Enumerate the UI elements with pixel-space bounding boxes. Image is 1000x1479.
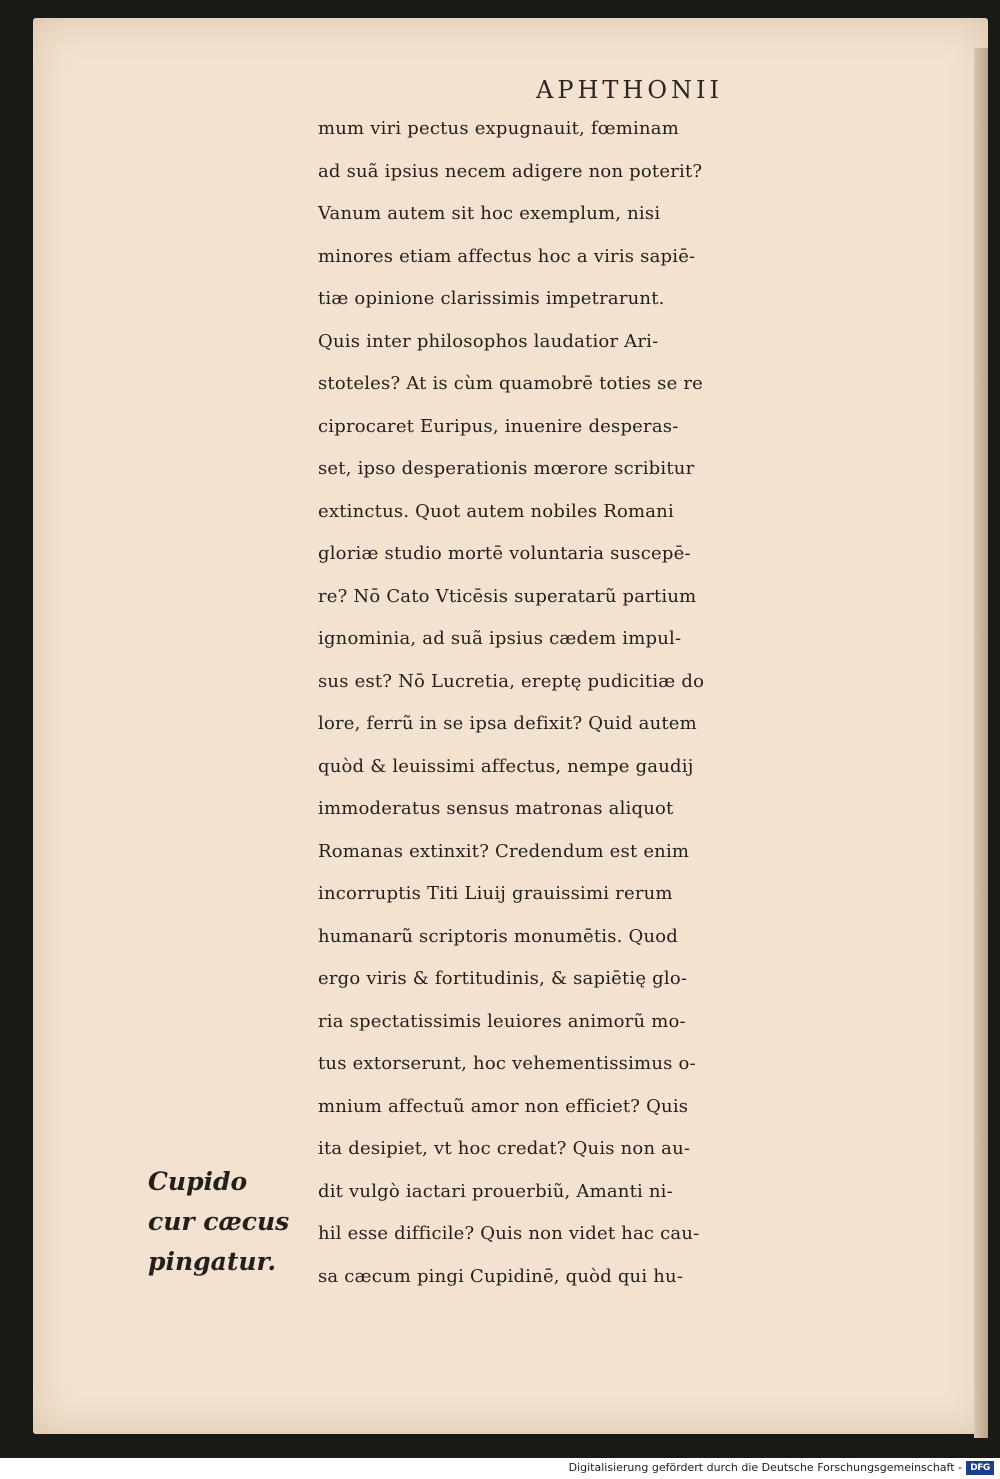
footer-bar (0, 1458, 1000, 1479)
text-line: re? Nō Cato Vticēsis superatarũ partium (318, 585, 697, 607)
text-line: ciprocaret Euripus, inuenire desperas- (318, 415, 679, 437)
margin-note (148, 1162, 308, 1282)
text-line: dit vulgò iactari prouerbiũ, Amanti ni- (318, 1180, 673, 1202)
text-line: incorruptis Titi Liuij grauissimi rerum (318, 883, 673, 904)
running-head: APHTHONII (536, 76, 723, 104)
text-line: ad suã ipsius necem adigere non poterit? (318, 160, 703, 182)
text-line: quòd & leuissimi affectus, nempe gaudij (318, 755, 694, 777)
main-text-block (318, 108, 968, 1298)
page-edge (974, 48, 988, 1438)
text-line: extinctus. Quot autem nobiles Romani (318, 500, 674, 522)
funding-credit: Digitalisierung gefördert durch die Deutsche Forschungsgemeinschaft - (568, 1461, 962, 1474)
margin-note-line: pingatur. (148, 1247, 277, 1276)
text-line: Romanas extinxit? Credendum est enim (318, 840, 690, 862)
text-line: sa cæcum pingi Cupidinē, quòd qui hu- (318, 1265, 684, 1287)
margin-note-line: cur cæcus (148, 1207, 290, 1236)
dfg-logo-icon: DFG (966, 1461, 994, 1475)
text-line: ergo viris & fortitudinis, & sapiētię glo- (318, 968, 688, 989)
text-line: humanarũ scriptoris monumētis. Quod (318, 925, 679, 947)
margin-note-line: Cupido (148, 1167, 248, 1196)
text-line: ria spectatissimis leuiores animorũ mo- (318, 1010, 686, 1032)
text-line: tiæ opinione clarissimis impetrarunt. (318, 288, 665, 309)
text-line: gloriæ studio mortē voluntaria suscepē- (318, 543, 691, 564)
text-line: mum viri pectus expugnauit, fœminam (318, 118, 679, 139)
text-line: ita desipiet, vt hoc credat? Quis non au- (318, 1138, 691, 1159)
text-line: stoteles? At is cùm quamobrē toties se re (318, 373, 704, 394)
text-line: immoderatus sensus matronas aliquot (318, 798, 674, 819)
text-line: set, ipso desperationis mœrore scribitur (318, 458, 695, 479)
text-line: Quis inter philosophos laudatior Ari- (318, 330, 659, 352)
text-line: lore, ferrũ in se ipsa defixit? Quid autem (318, 713, 697, 734)
text-line: sus est? Nō Lucretia, ereptę pudicitiæ do (318, 670, 705, 692)
text-line: hil esse difficile? Quis non videt hac cau- (318, 1223, 700, 1244)
text-line: mnium affectuũ amor non efficiet? Quis (318, 1095, 689, 1117)
text-line: minores etiam affectus hoc a viris sapiē- (318, 245, 696, 267)
text-line: tus extorserunt, hoc vehementissimus o- (318, 1053, 696, 1074)
text-line: Vanum autem sit hoc exemplum, nisi (318, 203, 661, 224)
text-line: ignominia, ad suã ipsius cædem impul- (318, 628, 682, 649)
